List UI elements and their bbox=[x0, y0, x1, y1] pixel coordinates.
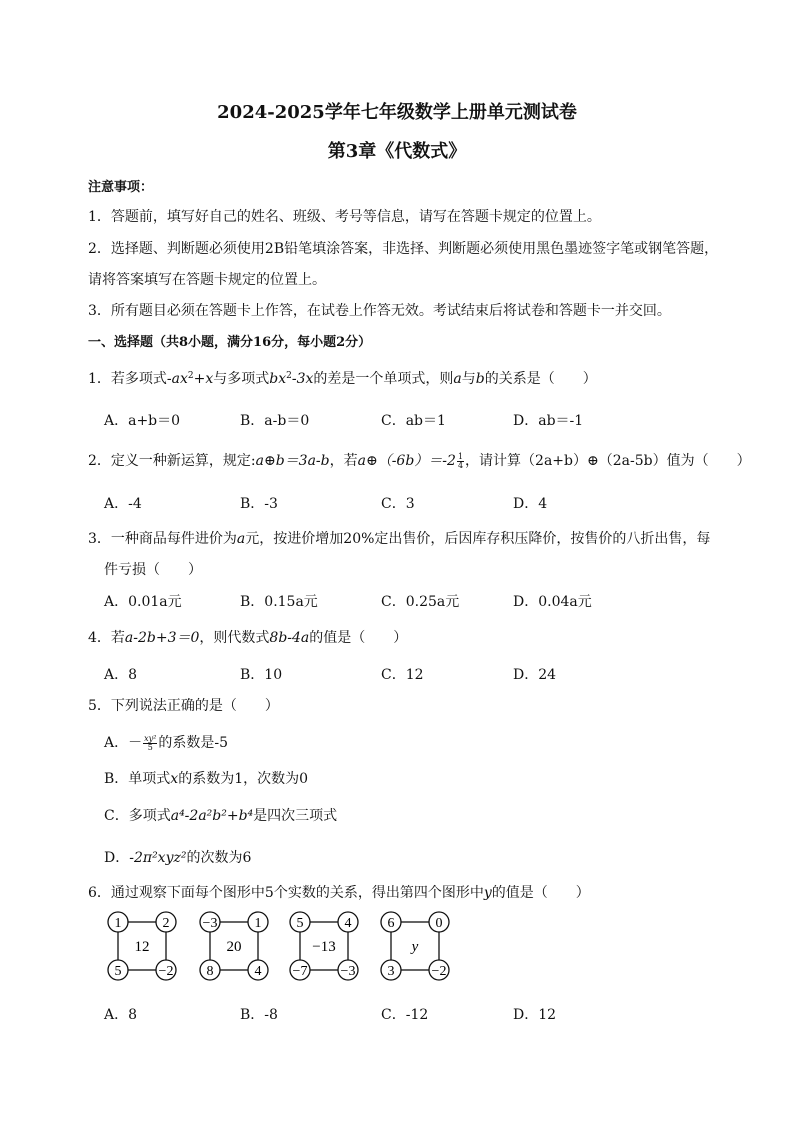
q2-option-c: C．3 bbox=[381, 496, 415, 512]
figure-3 bbox=[284, 906, 364, 986]
q4-option-c: C．12 bbox=[381, 667, 424, 683]
q5-option-b: B．单项式x的系数为1，次数为0 bbox=[104, 771, 309, 787]
q5-option-a: A．－ $\frac{\text{xy²}}{5}$ 的系数是-5 bbox=[104, 733, 229, 752]
figure-3-top-left: 5 bbox=[296, 916, 304, 931]
q1-option-b: B．a-b＝0 bbox=[240, 413, 310, 429]
q2-option-d: D．4 bbox=[513, 496, 548, 512]
figure-4-top-left: 6 bbox=[387, 916, 395, 931]
figure-2-bottom-left: 8 bbox=[206, 964, 214, 979]
q3-option-b: B．0.15a元 bbox=[240, 594, 318, 610]
question-5: 5．下列说法正确的是（ ） bbox=[88, 698, 279, 714]
note-2-cont: 请将答案填写在答题卡规定的位置上。 bbox=[88, 272, 326, 288]
exam-title: 2024-2025学年七年级数学上册单元测试卷 bbox=[217, 102, 577, 123]
figure-1-center: 12 bbox=[134, 939, 150, 955]
figure-4-center: y bbox=[411, 939, 419, 955]
q2-option-a: A．-4 bbox=[104, 496, 142, 512]
question-4: 4．若a-2b+3＝0，则代数式8b-4a的值是（ ） bbox=[88, 630, 408, 646]
question-2: 2．定义一种新运算，规定:a⊕b＝3a-b，若a⊕（-6b）＝-2 $\frac{1}{4}$ ，请计算（2a+b）⊕（2a-5b）值为（ ） bbox=[88, 451, 751, 470]
note-3: 3．所有题目必须在答题卡上作答，在试卷上作答无效。考试结束后将试卷和答题卡一并交回。 bbox=[88, 303, 671, 319]
figure-4 bbox=[375, 906, 455, 986]
figure-1-bottom-right: −2 bbox=[158, 964, 174, 979]
figure-3-center: −13 bbox=[312, 939, 336, 955]
figure-3-bottom-left: −7 bbox=[292, 964, 308, 979]
notes-heading: 注意事项： bbox=[88, 180, 154, 195]
section-heading: 一、选择题（共8小题，满分16分，每小题2分） bbox=[88, 335, 372, 350]
q3-option-c: C．0.25a元 bbox=[381, 594, 460, 610]
figure-4-bottom-right: −2 bbox=[431, 964, 447, 979]
figure-4-top-right: 0 bbox=[435, 916, 443, 931]
figure-1-top-right: 2 bbox=[162, 916, 170, 931]
note-1: 1．答题前，填写好自己的姓名、班级、考号等信息，请写在答题卡规定的位置上。 bbox=[88, 209, 601, 225]
figure-2-center: 20 bbox=[226, 939, 242, 955]
figure-1-bottom-left: 5 bbox=[114, 964, 122, 979]
q5-option-c: C．多项式a⁴-2a²b²+b⁴是四次三项式 bbox=[104, 808, 338, 824]
q4-option-a: A．8 bbox=[104, 667, 138, 683]
figure-2-top-left: −3 bbox=[202, 916, 218, 931]
fraction: $\frac{\text{xy²}}{5}$ bbox=[144, 733, 157, 752]
q4-option-b: B．10 bbox=[240, 667, 283, 683]
q6-option-a: A．8 bbox=[104, 1007, 138, 1023]
q3-option-d: D．0.04a元 bbox=[513, 594, 592, 610]
question-6: 6．通过观察下面每个图形中5个实数的关系，得出第四个图形中y的值是（ ） bbox=[88, 885, 590, 901]
q6-option-d: D．12 bbox=[513, 1007, 557, 1023]
figure-2-top-right: 1 bbox=[254, 916, 262, 931]
q1-option-c: C．ab＝1 bbox=[381, 413, 446, 429]
question-3-cont: 件亏损（ ） bbox=[104, 562, 202, 578]
q4-option-d: D．24 bbox=[513, 667, 557, 683]
figure-1 bbox=[102, 906, 182, 986]
figure-2-bottom-right: 4 bbox=[254, 964, 262, 979]
figure-4-bottom-left: 3 bbox=[387, 964, 395, 979]
question-1: 1．若多项式$-ax^2+x$与多项式$bx^2-3x$的差是一个单项式，则a与b的关系是（ ） bbox=[88, 371, 597, 387]
q6-option-c: C．-12 bbox=[381, 1007, 429, 1023]
q1-option-a: A．a+b＝0 bbox=[104, 413, 181, 429]
fraction: $\frac{1}{4}$ bbox=[457, 451, 464, 470]
q1-option-d: D．ab＝-1 bbox=[513, 413, 584, 429]
q3-option-a: A．0.01a元 bbox=[104, 594, 182, 610]
figure-3-top-right: 4 bbox=[344, 916, 352, 931]
q6-option-b: B．-8 bbox=[240, 1007, 278, 1023]
q2-option-b: B．-3 bbox=[240, 496, 278, 512]
q5-option-d: D．-2π²xyz²的次数为6 bbox=[104, 850, 252, 866]
chapter-title: 第3章《代数式》 bbox=[327, 141, 467, 162]
figure-1-top-left: 1 bbox=[114, 916, 122, 931]
figure-3-bottom-right: −3 bbox=[340, 964, 356, 979]
figure-2 bbox=[194, 906, 274, 986]
question-3: 3．一种商品每件进价为a元，按进价增加20%定出售价，后因库存积压降价，按售价的八折出售，每 bbox=[88, 531, 711, 547]
note-2: 2．选择题、判断题必须使用2B铅笔填涂答案，非选择、判断题必须使用黑色墨迹签字笔或钢笔答题， bbox=[88, 241, 719, 257]
